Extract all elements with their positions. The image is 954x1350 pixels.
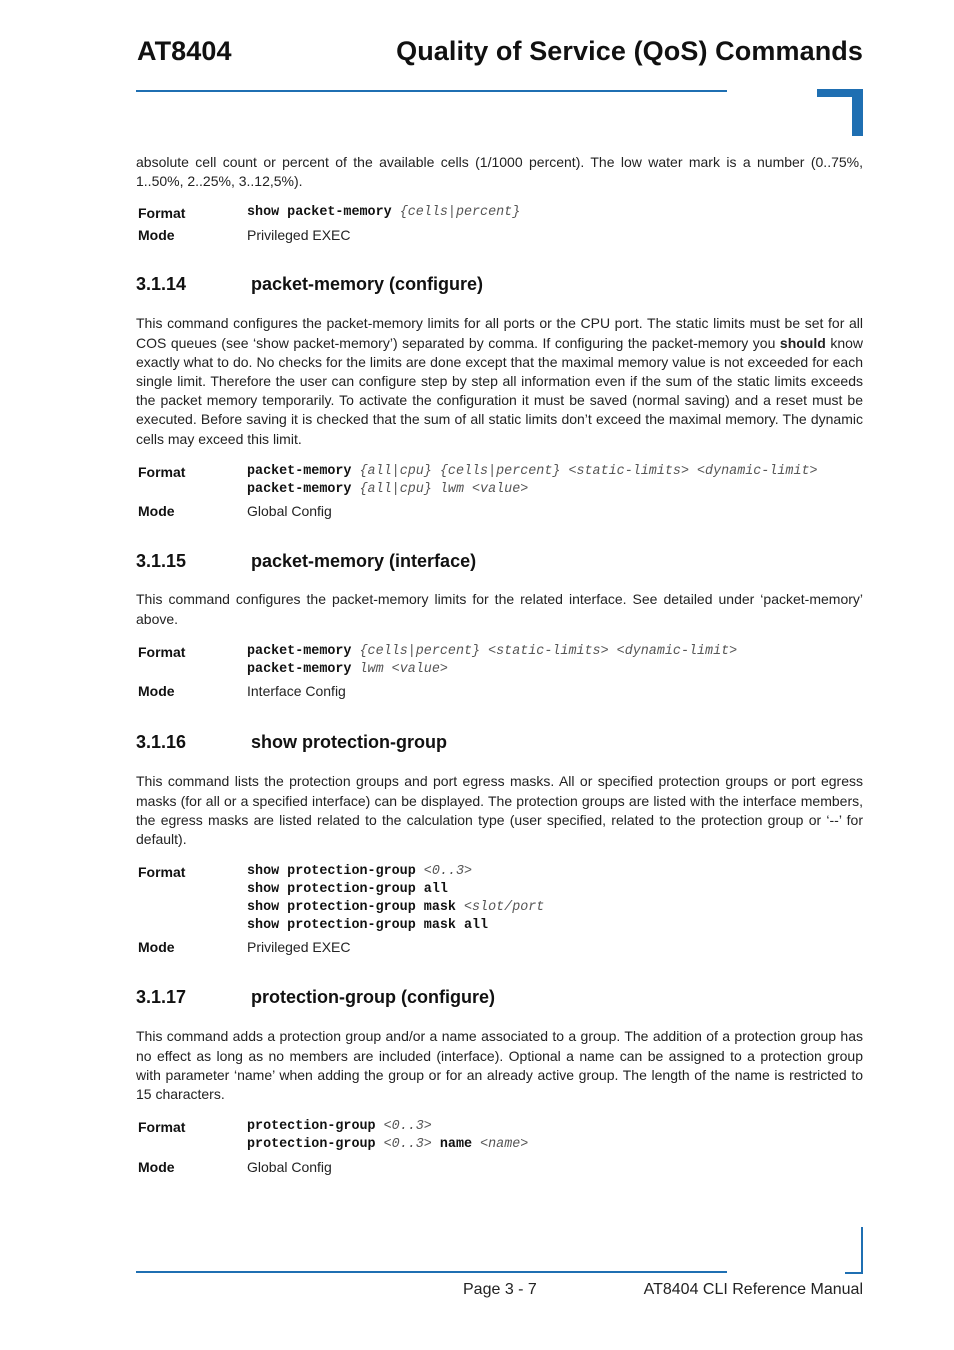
- header-product: AT8404: [137, 36, 232, 66]
- format-line: packet-memory {cells|percent} <static-limits> <dynamic-limit>: [247, 643, 738, 659]
- section-heading: [136, 732, 863, 753]
- footer-rule: [136, 1271, 727, 1273]
- mode-label: Mode: [138, 227, 175, 244]
- page-content: [136, 153, 863, 1175]
- mode-label: Mode: [138, 1158, 175, 1175]
- format-line: protection-group <0..3> name <name>: [247, 1137, 529, 1153]
- section-title: protection-group (configure): [251, 987, 495, 1008]
- section-mode: [136, 939, 863, 955]
- section-number: 3.1.15: [136, 551, 187, 572]
- format-line: show protection-group mask all: [247, 917, 489, 933]
- section-format: [136, 863, 863, 934]
- format-label: Format: [138, 205, 186, 222]
- format-line: show protection-group mask <slot/port: [247, 899, 545, 915]
- format-line: packet-memory lwm <value>: [247, 661, 448, 677]
- footer-corner-mark: [845, 1227, 863, 1274]
- mode-value: Privileged EXEC: [247, 939, 351, 956]
- format-label: Format: [138, 463, 186, 480]
- mode-label: Mode: [138, 939, 175, 956]
- format-label: Format: [138, 864, 186, 881]
- section-format: [136, 463, 863, 499]
- section-heading: [136, 274, 863, 295]
- format-line: packet-memory {all|cpu} {cells|percent} <static-limits> <dynamic-limit>: [247, 463, 818, 479]
- section-mode: [136, 683, 863, 699]
- section-number: 3.1.16: [136, 732, 187, 753]
- mode-label: Mode: [138, 683, 175, 700]
- intro-paragraph: absolute cell count or percent of the available cells (1/1000 percent). The low water mark is a number (0..75%, 1..50%, 2..25%, 3..12,5%).: [136, 154, 863, 190]
- section-number: 3.1.17: [136, 987, 187, 1008]
- page-number: Page 3 - 7: [463, 1281, 537, 1298]
- format-line: packet-memory {all|cpu} lwm <value>: [247, 481, 529, 497]
- format-line: show protection-group all: [247, 882, 448, 898]
- format-line: [247, 204, 863, 222]
- section-heading: [136, 551, 863, 572]
- section-heading: [136, 987, 863, 1008]
- section-mode: [136, 503, 863, 519]
- command-keyword: show packet-memory: [247, 205, 392, 221]
- manual-title: AT8404 CLI Reference Manual: [643, 1281, 863, 1298]
- section-paragraph: This command adds a protection group and/or a name associated to a group. The addition of a protection group has no effect as long as no members are included (interface). Optional a name can be assigned to a protection group with parameter ‘name’ when adding the group or for an already active group. The length of the name is restricted to 15 characters.: [136, 1028, 863, 1103]
- format-label: Format: [138, 643, 186, 660]
- mode-value: Global Config: [247, 1158, 332, 1175]
- section-number: 3.1.14: [136, 274, 187, 295]
- format-line: protection-group <0..3>: [247, 1119, 432, 1135]
- section-title: packet-memory (interface): [251, 551, 477, 572]
- section-paragraph: This command configures the packet-memory limits for all ports or the CPU port. The static limits must be set for all COS queues (see ‘show packet-memory’) separated by comma. If configuring the packet-memory you should know exactly what to do. No checks for the limits are done except that the maximal memory value is not exceeded for each single limit. Therefore the user can configure step by step all information even if the sum of the static limits exceeds the packet memory temporarily. To activate the configuration it must be saved (normal saving) and a reset must be executed. Before saving it is checked that the sum of all static limits don’t exceed the maximal memory. The dynamic cells may exceed this limit.: [136, 315, 863, 447]
- section-format: [136, 1118, 863, 1154]
- section-title: show protection-group: [251, 732, 447, 753]
- command-args: {cells|percent}: [399, 205, 521, 221]
- section-paragraph: This command lists the protection groups and port egress masks. All or specified protection groups or port egress masks (for all or a specified interface) can be displayed. The protection groups are listed with the interface members, the egress masks are listed related to the calculation type (user specified, related to the protection group or ‘--’ for default).: [136, 773, 863, 848]
- section-paragraph: This command configures the packet-memory limits for the related interface. See detailed under ‘packet-memory’ above.: [136, 591, 863, 627]
- mode-value: Interface Config: [247, 683, 346, 700]
- mode-label: Mode: [138, 503, 175, 520]
- header-chapter: Quality of Service (QoS) Commands: [396, 36, 863, 66]
- header-rule: [136, 90, 727, 92]
- mode-value: Privileged EXEC: [247, 227, 351, 244]
- section-format: [136, 643, 863, 679]
- header-corner-mark: [817, 89, 863, 136]
- mode-value: Global Config: [247, 503, 332, 520]
- format-line: show protection-group <0..3>: [247, 864, 473, 880]
- section-title: packet-memory (configure): [251, 274, 484, 295]
- intro-format: [136, 204, 863, 222]
- section-mode: [136, 1159, 863, 1175]
- format-label: Format: [138, 1119, 186, 1136]
- intro-mode: [136, 227, 863, 243]
